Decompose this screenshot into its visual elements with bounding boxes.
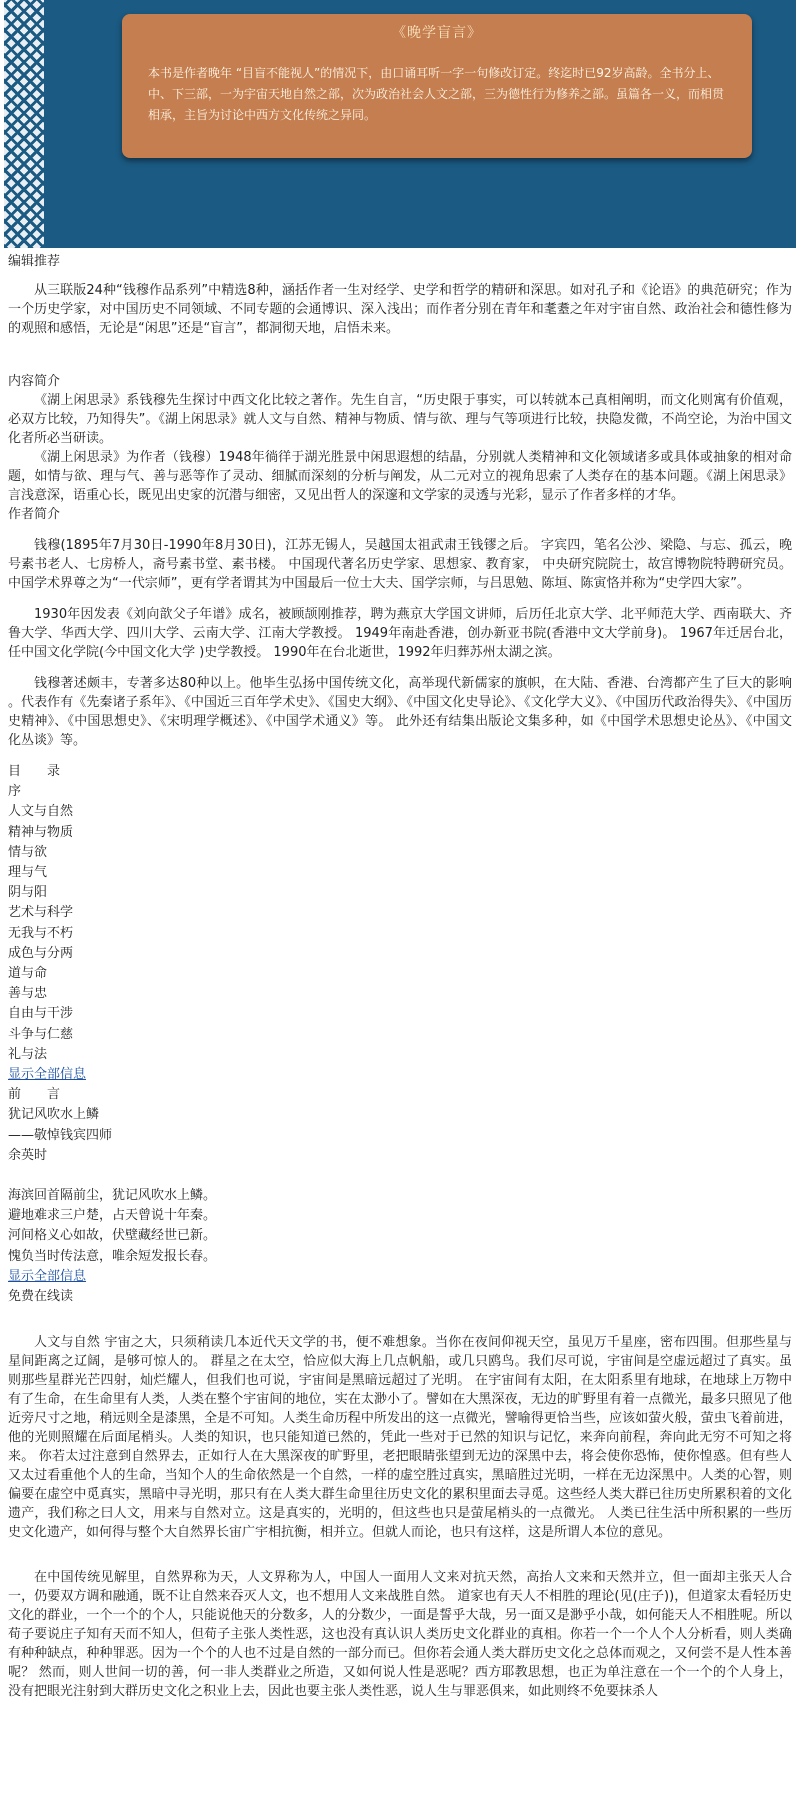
content-summary-paragraph-2: 《湖上闲思录》为作者（钱穆）1948年徜徉于湖光胜景中闲思遐想的结晶，分别就人类精神和文化领域诸多或具体或抽象的相对命题，如情与欲、理与气、善与恶等作了灵动、细腻而深刻的分析与阐发，从二元对立的视角思索了人类存在的基本问题。《湖上闲思录》言浅意深，语重心长，既见出史家的沉潜与细密，又见出哲人的深邃和文学家的灵透与光彩，显示了作者多样的才华。 — [8, 450, 792, 503]
author-intro-paragraph-3: 钱穆著述颇丰，专著多达80种以上。他毕生弘扬中国传统文化，高举现代新儒家的旗帜，在大陆、香港、台湾都产生了巨大的影响 。代表作有《先秦诸子系年》、《中国近三百年学术史》、《国史大纲》、《中国文化史导论》、《文化学大义》、《中国历代政治得失》、《中国历史精神》、《中国思想史》、《宋明理学概述》、《中国学术通义》等。 此外还有结集出版论文集多种，如《中国学术思想史论丛》、《中国文化丛谈》等。 — [8, 676, 792, 748]
toc-item: 人文与自然 — [8, 804, 74, 820]
poem-line: 避地难求三户楚，占天曾说十年秦。 — [8, 1208, 217, 1224]
editor-recommend-heading: 编辑推荐 — [8, 254, 61, 269]
free-reading-heading: 免费在线读 — [8, 1289, 74, 1305]
poem-line: 河间格义心如故，伏壁藏经世已新。 — [8, 1228, 217, 1244]
toc-show-all-link[interactable]: 显示全部信息 — [8, 1067, 87, 1083]
editor-recommend-text: 从三联版24种“钱穆作品系列”中精选8种，涵括作者一生对经学、史学和哲学的精研和深思。如对孔子和《论语》的典范研究；作为一个历史学家，对中国历史不同领域、不同专题的会通博识、深入浅出；而作者分别在青年和耄耋之年对宇宙自然、政治社会和德性修为的观照和感悟，无论是“闲思”还是“盲言”，都洞彻天地，启悟未来。 — [8, 283, 792, 336]
author-intro-paragraph-2: 1930年因发表《刘向歆父子年谱》成名，被顾颉刚推荐，聘为燕京大学国文讲师，后历任北京大学、北平师范大学、西南联大、齐鲁大学、华西大学、四川大学、云南大学、江南大学教授。 1949年南赴香港，创办新亚书院(香港中文大学前身)。 1967年迁居台北，任中国文化学院(今中国文化大学 )史学教授。 1990年在台北逝世，1992年归葬苏州太湖之滨。 — [8, 607, 792, 660]
toc-item: 道与命 — [8, 966, 48, 982]
toc-item: 序 — [8, 784, 22, 800]
preface-heading: 前 言 — [8, 1087, 61, 1103]
poem-line: 愧负当时传法意，唯余短发报长春。 — [8, 1248, 217, 1264]
preface-poem — [0, 1186, 800, 1307]
toc-item: 礼与法 — [8, 1046, 48, 1062]
toc-item: 成色与分两 — [8, 945, 74, 961]
content-summary-heading: 内容简介 — [8, 374, 61, 389]
banner-card — [122, 14, 752, 158]
toc-item: 精神与物质 — [8, 824, 74, 840]
free-reading-paragraph-2: 在中国传统见解里，自然界称为天，人文界称为人，中国人一面用人文来对抗天然，高抬人文来和天然并立，但一面却主张天人合一，仍要双方调和融通，既不让自然来吞灭人文，也不想用人文来战胜自然。 道家也有天人不相胜的理论(见(庄子))，但道家太看轻历史文化的群业，一个一个的个人，只能说他天的分数多，人的分数少，一面是誓乎大哉，另一面又是渺乎小哉，如何能天人不相胜呢。所以荀子要说庄子知有天而不知人，但荀子主张人类性恶，这也没有真认识人类历史文化群业的真相。你若一个一个人个人分析看，则人类确有种种缺点，种种罪恶。因为一个个的人也不过是自然的一部分而已。但你若会通人类大群历史文化之总体而观之，又何尝不是人性本善呢？ 然而，则人世间一切的善，何一非人类群业之所造，又如何说人性是恶呢？西方耶教思想，也正为单注意在一个一个的个人身上，没有把眼光注射到大群历史文化之积业上去，因此也要主张人类性恶，说人生与罪恶俱来，如此则终不免要抹杀人 — [8, 1570, 792, 1700]
content-summary-paragraph-1: 《湖上闲思录》系钱穆先生探讨中西文化比较之著作。先生自言，“历史限于事实，可以转就本己真相阐明，而文化则寓有价值观，必双方比较，乃知得失”。《湖上闲思录》就人文与自然、精神与物质、情与欲、理与气等项进行比较，抉隐发微，不尚空论，为治中国文化者所必当研读。 — [8, 393, 792, 446]
banner-pattern-strip — [4, 0, 44, 248]
preface-line: 犹记风吹水上鳞 — [8, 1107, 100, 1123]
banner-description: 本书是作者晚年 “目盲不能视人”的情况下，由口诵耳听一字一句修改订定。终迄时已92岁高龄。全书分上、中、下三部，一为宇宙天地自然之部，次为政治社会人文之部，三为德性行为修养之部。虽篇各一义，而相贯相承，主旨为讨论中西方文化传统之异同。 — [148, 66, 725, 122]
banner-title: 《晚学盲言》 — [392, 25, 482, 41]
toc-item: 阴与阳 — [8, 885, 48, 901]
toc-item: 情与欲 — [8, 844, 48, 860]
book-banner — [4, 0, 796, 248]
toc-item: 自由与干涉 — [8, 1006, 74, 1022]
toc-item: 理与气 — [8, 865, 48, 881]
preface-line: 余英时 — [8, 1147, 48, 1163]
preface-show-all-link[interactable]: 显示全部信息 — [8, 1268, 87, 1284]
toc-item: 无我与不朽 — [8, 925, 74, 941]
preface-line: ——敬悼钱宾四师 — [8, 1127, 113, 1143]
author-intro-paragraph-1: 钱穆(1895年7月30日-1990年8月30日)，江苏无锡人，吴越国太祖武肃王钱镠之后。 字宾四，笔名公沙、梁隐、与忘、孤云，晚号素书老人、七房桥人，斋号素书堂、素书楼。 中国现代著名历史学家、思想家、教育家， 中央研究院院士，故宫博物院特聘研究员。 中国学术界尊之为“一代宗师”，更有学者谓其为中国最后一位士大夫、国学宗师，与吕思勉、陈垣、陈寅恪并称为“史学四大家”。 — [8, 538, 792, 591]
toc-heading: 目 录 — [8, 764, 61, 779]
toc-item: 艺术与科学 — [8, 905, 74, 921]
poem-line: 海滨回首隔前尘，犹记风吹水上鳞。 — [8, 1188, 217, 1204]
table-of-contents — [8, 762, 800, 1166]
toc-item: 善与忠 — [8, 986, 48, 1002]
author-intro-heading: 作者简介 — [8, 507, 61, 522]
free-reading-paragraph-1: 人文与自然 宇宙之大，只须稍读几本近代天文学的书，便不难想象。当你在夜间仰视天空，虽见万千星座，密布四围。但那些星与星间距离之辽阔，是够可惊人的。 群星之在太空，恰应似大海上几点帆船，或几只鸥鸟。我们尽可说，宇宙间是空虚远超过了真实。虽则那些星群光芒四射，灿烂耀人，但我们也可说，宇宙间是黑暗远超过了光明。 在宇宙间有太阳，在太阳系里有地球，在地球上万物中有了生命，在生命里有人类，人类在整个宇宙间的地位，实在太渺小了。譬如在大黑深夜，无边的旷野里有着一点微光，最多只照见了他近旁尺寸之地，稍远则全是漆黑，全是不可知。人类生命历程中所发出的这一点微光，譬喻得更恰当些，应该如萤火般，萤虫飞着前进，他的光则照耀在后面尾梢头。人类的知识，也只能知道已然的，凭此一些对于已然的知识与记忆，来奔向前程，奔向此无穷不可知之将来。 你若太过注意到自然界去，正如行人在大黑深夜的旷野里，老把眼睛张望到无边的深黑中去，将会使你恐怖，使你惶惑。但有些人又太过看重他个人的生命，当知个人的生命依然是一个自然，一样的虚空胜过真实，黑暗胜过光明，一样在无边深黑中。人类的心智，则偏要在虚空中觅真实，黑暗中寻光明，那只有在人类大群生命里往历史文化的累积里面去寻觅。这些经人类大群已往历史所累积着的文化遗产，我们称之曰人文，用来与自然对立。这是真实的，光明的，但这些也只是萤尾梢头的一点微光。 人类已往生活中所积累的一些历史文化遗产，如何得与整个大自然界长宙广宇相抗衡，相并立。但就人而论，也只有这样，这是所谓人本位的意见。 — [8, 1335, 792, 1541]
toc-item: 斗争与仁慈 — [8, 1026, 74, 1042]
